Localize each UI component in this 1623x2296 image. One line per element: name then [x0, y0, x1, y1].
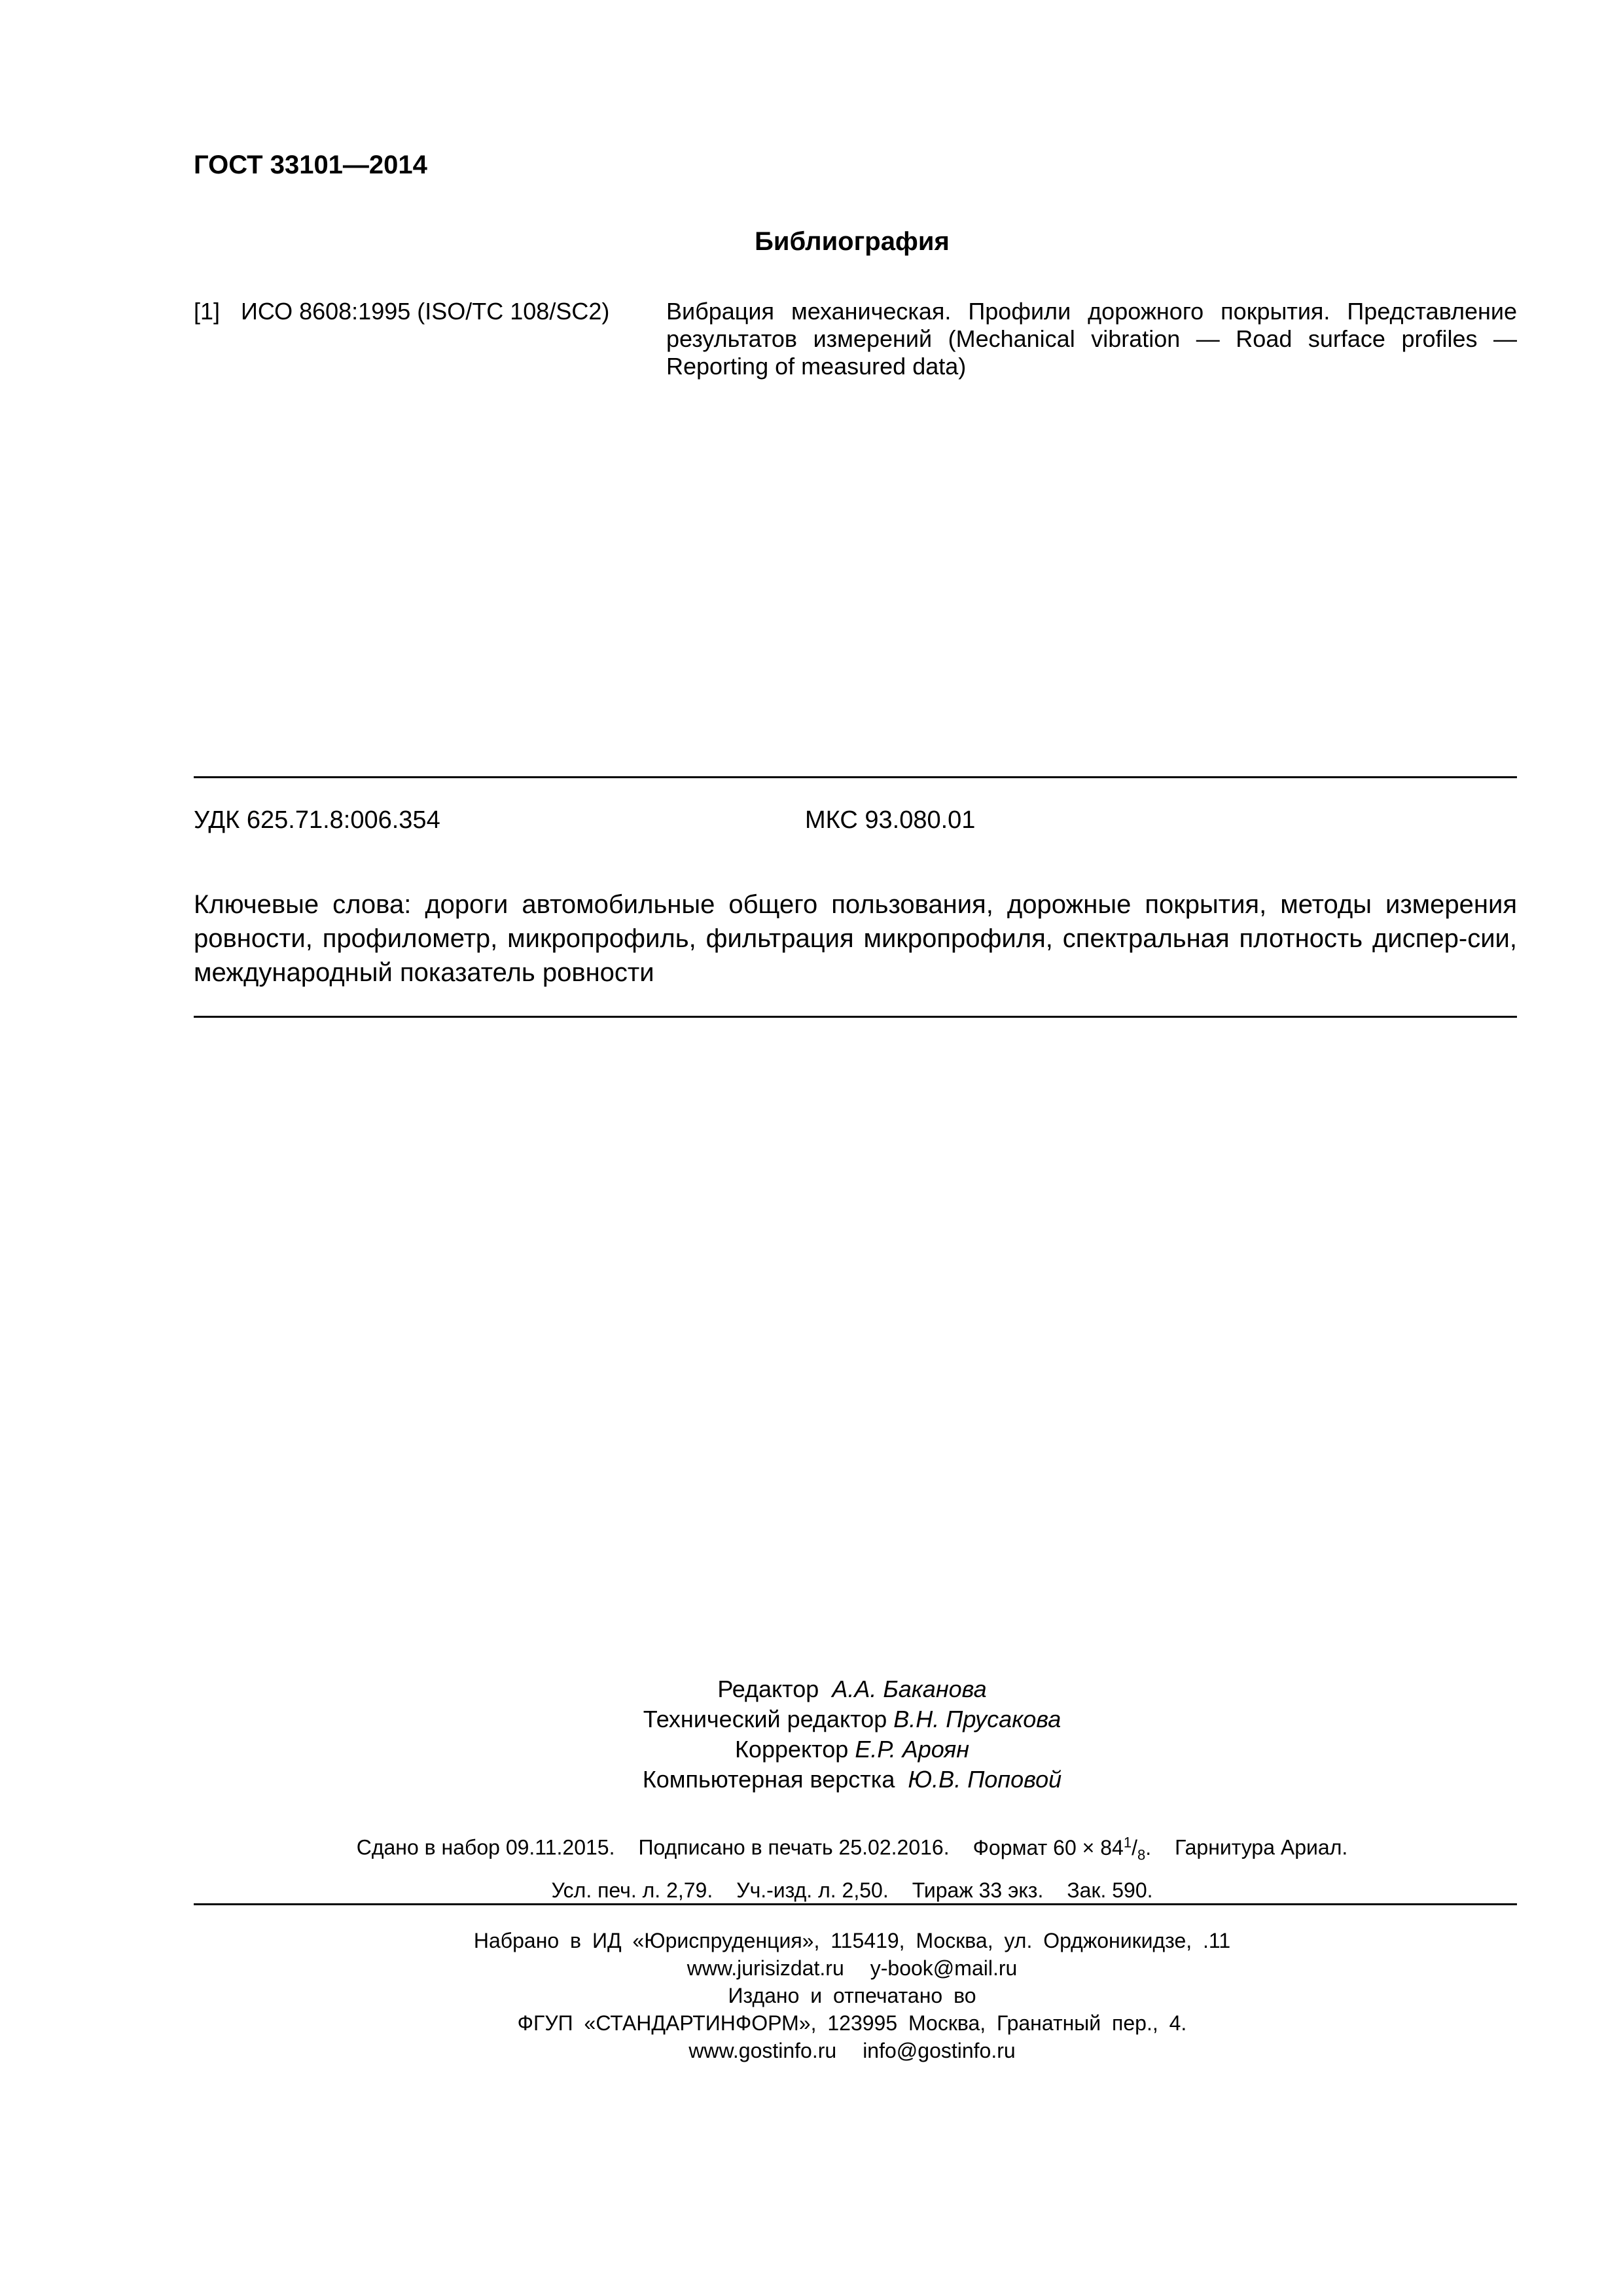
typeset-email: y-book@mail.ru [870, 1956, 1018, 1980]
credit-name: В.Н. Прусакова [893, 1706, 1061, 1732]
publisher-email: info@gostinfo.ru [863, 2039, 1016, 2062]
credit-name: А.А. Баканова [832, 1676, 987, 1702]
credit-editor [0, 1674, 1623, 1704]
publisher-name: ФГУП «СТАНДАРТИНФОРМ», 123995 Москва, Гранатный пер., 4. [517, 2011, 1187, 2035]
format-prefix: Формат 60 × 84 [972, 1835, 1124, 1859]
signed-date: Подписано в печать 25.02.2016. [638, 1835, 950, 1859]
document-id: ГОСТ 33101—2014 [194, 151, 427, 179]
typeset-date: Сдано в набор 09.11.2015. [356, 1835, 615, 1859]
print-sheets: Усл. печ. л. 2,79. [551, 1878, 713, 1903]
credit-layout [0, 1765, 1623, 1795]
publisher-website: www.gostinfo.ru [688, 2039, 837, 2062]
credit-corrector [0, 1734, 1623, 1765]
divider-bottom [194, 1903, 1517, 1905]
credit-name: Ю.В. Поповой [908, 1766, 1062, 1793]
credits-block [0, 1674, 1623, 1795]
typeset-by: Набрано в ИД «Юриспруденция», 115419, Москва, ул. Орджоникидзе, .11 [473, 1929, 1231, 1952]
publication-line-1 [0, 1825, 1623, 1873]
printer-info [0, 1927, 1623, 2064]
credit-role: Корректор [734, 1736, 849, 1763]
udk-code: УДК 625.71.8:006.354 [194, 806, 440, 834]
credit-role: Компьютерная верстка [642, 1766, 895, 1793]
publication-info [0, 1825, 1623, 1908]
published-label: Издано и отпечатано во [728, 1984, 976, 2007]
divider-top [194, 776, 1517, 778]
publisher-contacts [0, 2037, 1623, 2064]
credit-role: Технический редактор [643, 1706, 887, 1732]
mks-code: МКС 93.080.01 [805, 806, 976, 834]
typeface: Гарнитура Ариал. [1175, 1835, 1348, 1859]
bibliography-entry-code: ИСО 8608:1995 (ISO/TC 108/SC2) [241, 298, 610, 325]
credit-technical-editor [0, 1704, 1623, 1734]
typeset-website: www.jurisizdat.ru [687, 1956, 844, 1980]
credit-role: Редактор [717, 1676, 819, 1702]
credit-name: Е.Р. Ароян [855, 1736, 970, 1763]
order-number: Зак. 590. [1067, 1878, 1153, 1903]
publication-line-2 [0, 1873, 1623, 1908]
keywords: Ключевые слова: дороги автомобильные общего пользования, дорожные покрытия, методы измерения ровности, профилометр, микропрофиль, фильтрация микропрофиля, спектральная плотность диспер-сии, международный показатель ровности [194, 890, 1517, 987]
format-suffix: . [1145, 1835, 1152, 1859]
divider-middle [194, 1016, 1517, 1018]
format-denominator: 8 [1137, 1846, 1146, 1863]
format-numerator: 1 [1123, 1834, 1132, 1850]
bibliography-entry-number: [1] [194, 298, 221, 325]
circulation: Тираж 33 экз. [912, 1878, 1044, 1903]
typeset-contacts [0, 1954, 1623, 1982]
format: Формат $60 \times 84^1/_8$. [972, 1834, 1152, 1863]
bibliography-title: Библиография [755, 227, 950, 256]
bibliography-entry-description: Вибрация механическая. Профили дорожного покрытия. Представление результатов измерений (Mechanical vibration — Road surface profiles — Reporting of measured data) [666, 298, 1517, 380]
publisher-sheets: Уч.-изд. л. 2,50. [736, 1878, 889, 1903]
